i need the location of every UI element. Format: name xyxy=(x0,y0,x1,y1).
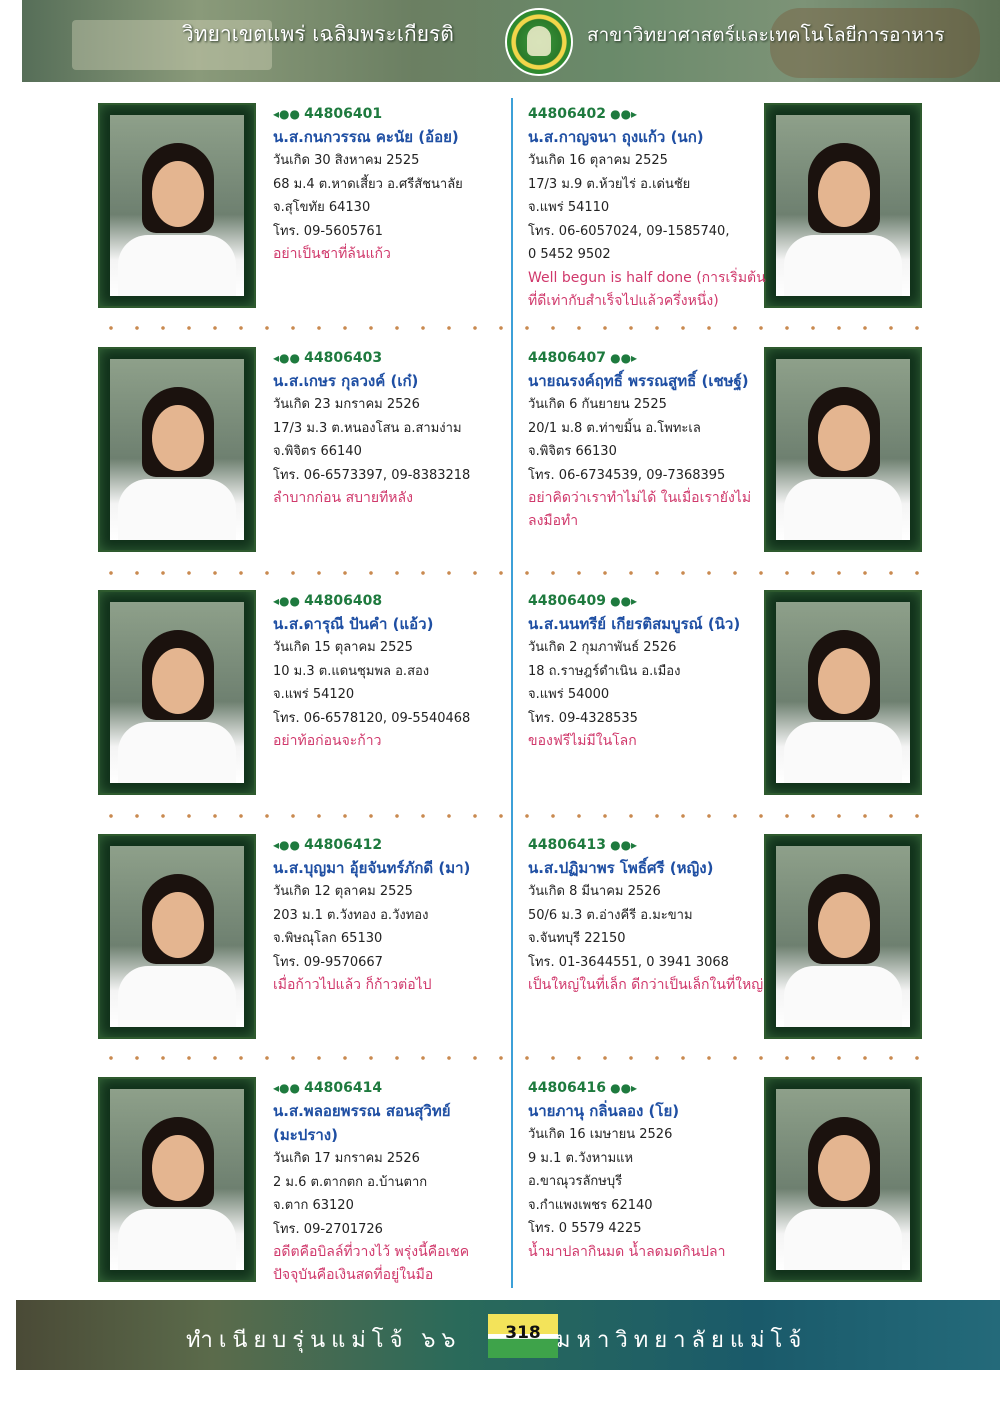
student-detail-line: อ.ขาณุวรลักษบุรี xyxy=(528,1174,623,1189)
student-detail-line: 9 ม.1 ต.วังหามแห xyxy=(528,1150,634,1166)
student-detail-line: วันเกิด 8 มีนาคม 2526 xyxy=(528,884,661,899)
student-detail-line: จ.แพร่ 54000 xyxy=(528,687,610,702)
bullet-arrow-icon: ●●▸ xyxy=(605,351,638,365)
student-detail-line: โทร. 06-6734539, 09-7368395 xyxy=(528,467,726,483)
student-name: นายณรงค์ฤทธิ์ พรรณสูทธิ์ (เชษฐ์) xyxy=(528,372,749,390)
student-id-line xyxy=(528,103,768,125)
student-detail-line: จ.แพร่ 54110 xyxy=(528,200,610,215)
student-detail-line: 203 ม.1 ต.วังทอง อ.วังทอง xyxy=(273,907,429,923)
student-motto: อดีตคือบิลล์ที่วางไว้ พรุ่งนี้คือเชค ปัจจุบันคือเงินสดที่อยู่ในมือ xyxy=(273,1244,470,1283)
bullet-arrow-icon: ●●▸ xyxy=(605,838,638,852)
student-id-line xyxy=(273,347,513,369)
student-id: 44806402 xyxy=(528,106,606,122)
student-detail-line: จ.แพร่ 54120 xyxy=(273,687,355,702)
student-entry xyxy=(528,1077,943,1287)
student-photo xyxy=(764,347,922,552)
student-photo xyxy=(98,590,256,795)
student-detail-line: 50/6 ม.3 ต.อ่างคีรี อ.มะขาม xyxy=(528,907,693,923)
bullet-arrow-icon: ◂●● xyxy=(273,351,305,365)
student-id-line xyxy=(528,834,768,856)
student-entry xyxy=(98,1077,513,1287)
student-info xyxy=(273,103,513,266)
student-info xyxy=(528,103,768,313)
student-id-line xyxy=(528,1077,768,1099)
department-title: สาขาวิทยาศาสตร์และเทคโนโลยีการอาหาร xyxy=(587,24,945,46)
student-id: 44806414 xyxy=(304,1080,383,1096)
student-id: 44806401 xyxy=(304,106,383,122)
student-detail-line: 20/1 ม.8 ต.ท่าขมิ้น อ.โพทะเล xyxy=(528,420,701,436)
student-motto: อย่าคิดว่าเราทำไม่ได้ ในเมื่อเรายังไม่ลงมือทำ xyxy=(528,490,752,529)
student-photo xyxy=(98,103,256,308)
bullet-arrow-icon: ◂●● xyxy=(273,838,305,852)
student-detail-line: โทร. 09-9570667 xyxy=(273,954,383,970)
student-detail-line: จ.สุโขทัย 64130 xyxy=(273,200,371,215)
student-motto: อย่าเป็นชาที่ล้นแก้ว xyxy=(273,246,391,262)
page-header-banner xyxy=(22,0,1000,82)
student-entry xyxy=(98,347,513,557)
student-detail-line: โทร. 09-5605761 xyxy=(273,223,383,239)
university-seal-icon xyxy=(505,8,573,76)
student-entry xyxy=(98,834,513,1044)
student-detail-line: โทร. 01-3644551, 0 3941 3068 xyxy=(528,954,729,970)
student-id-line xyxy=(273,1077,513,1099)
student-id: 44806407 xyxy=(528,350,606,366)
student-id: 44806408 xyxy=(304,593,383,609)
student-id: 44806409 xyxy=(528,593,606,609)
student-photo xyxy=(764,1077,922,1282)
student-detail-line: โทร. 06-6057024, 09-1585740, xyxy=(528,223,730,239)
student-detail-line: วันเกิด 30 สิงหาคม 2525 xyxy=(273,153,420,168)
bullet-arrow-icon: ●●▸ xyxy=(605,1081,638,1095)
student-detail-line: จ.จันทบุรี 22150 xyxy=(528,931,626,946)
bullet-arrow-icon: ◂●● xyxy=(273,594,305,608)
student-detail-line: จ.พิจิตร 66140 xyxy=(273,444,362,459)
student-entry xyxy=(98,103,513,313)
student-info xyxy=(528,1077,768,1264)
student-name: นายภานุ กลิ่นลอง (โย) xyxy=(528,1102,680,1120)
student-detail-line: จ.พิษณุโลก 65130 xyxy=(273,931,383,946)
university-name: มหาวิทยาลัยแม่โจ้ xyxy=(556,1328,808,1353)
bullet-arrow-icon: ●●▸ xyxy=(605,594,638,608)
bullet-arrow-icon: ◂●● xyxy=(273,1081,305,1095)
student-photo xyxy=(98,1077,256,1282)
student-photo xyxy=(764,103,922,308)
student-name: น.ส.ดารุณี ปันคำ (แอ้ว) xyxy=(273,615,434,633)
student-detail-line: วันเกิด 6 กันยายน 2525 xyxy=(528,397,667,412)
student-detail-line: วันเกิด 23 มกราคม 2526 xyxy=(273,397,420,412)
page-number-badge xyxy=(488,1314,558,1358)
student-name: น.ส.เกษร กุลวงค์ (เก๋) xyxy=(273,372,419,390)
student-id-line xyxy=(528,347,768,369)
student-info xyxy=(528,590,768,753)
student-entry xyxy=(528,347,943,557)
student-info xyxy=(273,590,513,753)
student-motto: ลำบากก่อน สบายทีหลัง xyxy=(273,490,413,506)
student-detail-line: วันเกิด 16 เมษายน 2526 xyxy=(528,1127,673,1142)
student-name: น.ส.พลอยพรรณ สอนสุวิทย์ (มะปราง) xyxy=(273,1102,451,1144)
dotted-separator xyxy=(98,570,928,576)
student-detail-line: โทร. 06-6573397, 09-8383218 xyxy=(273,467,471,483)
student-motto: ของฟรีไม่มีในโลก xyxy=(528,733,637,749)
student-info xyxy=(528,834,768,997)
student-photo xyxy=(98,347,256,552)
student-detail-line: 17/3 ม.3 ต.หนองโสน อ.สามง่าม xyxy=(273,420,462,436)
student-detail-line: 68 ม.4 ต.หาดเสี้ยว อ.ศรีสัชนาลัย xyxy=(273,176,463,192)
student-name: น.ส.กนกวรรณ คะนัย (อ้อย) xyxy=(273,128,459,146)
student-detail-line: 2 ม.6 ต.ตากตก อ.บ้านตาก xyxy=(273,1174,428,1190)
student-motto: เป็นใหญ่ในที่เล็ก ดีกว่าเป็นเล็กในที่ใหญ่ xyxy=(528,977,764,993)
student-detail-line: 18 ถ.ราษฎร์ดำเนิน อ.เมือง xyxy=(528,663,681,679)
student-photo xyxy=(764,590,922,795)
yearbook-title: ทำเนียบรุ่นแม่โจ้ ๖๖ xyxy=(186,1328,462,1353)
student-detail-line: วันเกิด 17 มกราคม 2526 xyxy=(273,1151,420,1166)
student-detail-line: 17/3 ม.9 ต.ห้วยไร่ อ.เด่นชัย xyxy=(528,176,691,192)
student-id-line xyxy=(273,590,513,612)
student-id: 44806403 xyxy=(304,350,383,366)
student-motto: อย่าท้อก่อนจะก้าว xyxy=(273,733,382,749)
student-info xyxy=(528,347,768,533)
campus-title: วิทยาเขตแพร่ เฉลิมพระเกียรติ xyxy=(182,22,454,46)
student-detail-line: วันเกิด 12 ตุลาคม 2525 xyxy=(273,884,413,899)
student-detail-line: โทร. 09-4328535 xyxy=(528,710,638,726)
student-detail-line: 0 5452 9502 xyxy=(528,247,611,262)
student-detail-line: จ.กำแพงเพชร 62140 xyxy=(528,1197,653,1213)
student-info xyxy=(273,1077,513,1287)
student-entry xyxy=(528,103,943,313)
student-name: น.ส.กาญจนา ถุงแก้ว (นก) xyxy=(528,128,704,146)
student-id-line xyxy=(273,103,513,125)
bullet-arrow-icon: ◂●● xyxy=(273,107,305,121)
student-info xyxy=(273,834,513,997)
student-detail-line: จ.พิจิตร 66130 xyxy=(528,444,617,459)
student-detail-line: วันเกิด 2 กุมภาพันธ์ 2526 xyxy=(528,640,677,655)
dotted-separator xyxy=(98,325,928,331)
student-entry xyxy=(528,834,943,1044)
student-detail-line: 10 ม.3 ต.แดนชุมพล อ.สอง xyxy=(273,663,430,679)
student-id-line xyxy=(273,834,513,856)
student-motto: เมื่อก้าวไปแล้ว ก็ก้าวต่อไป xyxy=(273,977,432,993)
student-motto: Well begun is half done (การเริ่มต้นที่ดีเท่ากับสำเร็จไปแล้วครึ่งหนึ่ง) xyxy=(528,269,766,309)
student-detail-line: โทร. 06-6578120, 09-5540468 xyxy=(273,710,471,726)
student-name: น.ส.บุญมา อุ้ยจันทร์ภักดี (มา) xyxy=(273,859,471,877)
student-id: 44806412 xyxy=(304,837,383,853)
student-id-line xyxy=(528,590,768,612)
bullet-arrow-icon: ●●▸ xyxy=(605,107,638,121)
dotted-separator xyxy=(98,813,928,819)
student-motto: น้ำมาปลากินมด น้ำลดมดกินปลา xyxy=(528,1243,726,1260)
student-detail-line: โทร. 09-2701726 xyxy=(273,1221,383,1237)
page-footer-banner xyxy=(16,1300,1000,1370)
student-photo xyxy=(764,834,922,1039)
student-info xyxy=(273,347,513,510)
page-number: 318 xyxy=(505,1323,541,1343)
student-detail-line: โทร. 0 5579 4225 xyxy=(528,1221,642,1236)
student-detail-line: วันเกิด 16 ตุลาคม 2525 xyxy=(528,153,668,168)
student-detail-line: วันเกิด 15 ตุลาคม 2525 xyxy=(273,640,413,655)
student-name: น.ส.ปฏิมาพร โพธิ์ศรี (หญิง) xyxy=(528,859,714,877)
student-id: 44806416 xyxy=(528,1080,606,1096)
student-detail-line: จ.ตาก 63120 xyxy=(273,1198,354,1213)
student-entry xyxy=(528,590,943,800)
student-id: 44806413 xyxy=(528,837,606,853)
student-name: น.ส.นนทรีย์ เกียรติสมบูรณ์ (นิว) xyxy=(528,615,741,633)
dotted-separator xyxy=(98,1055,928,1061)
student-entry xyxy=(98,590,513,800)
student-photo xyxy=(98,834,256,1039)
